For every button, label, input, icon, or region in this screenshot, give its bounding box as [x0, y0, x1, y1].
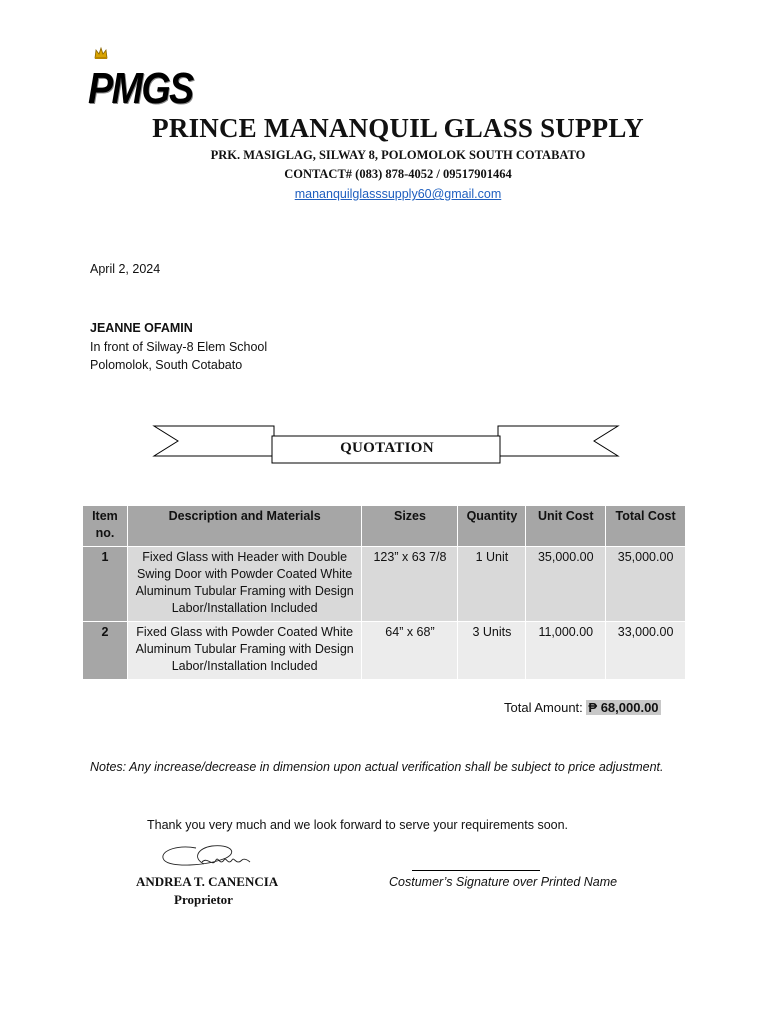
signatory-title: Proprietor — [174, 892, 233, 907]
item-quantity: 3 Units — [458, 621, 526, 679]
total-value: ₱ 68,000.00 — [588, 700, 659, 715]
total-label: Total Amount: — [504, 700, 583, 715]
recipient-name: JEANNE OFAMIN — [90, 321, 193, 335]
letter-date: April 2, 2024 — [90, 262, 161, 276]
item-unit-cost: 35,000.00 — [526, 546, 606, 621]
item-unit-cost: 11,000.00 — [526, 621, 606, 679]
col-header-sizes: Sizes — [362, 506, 458, 547]
company-logo — [88, 46, 193, 120]
col-header-total-cost: Total Cost — [606, 506, 686, 547]
recipient-address-line2: Polomolok, South Cotabato — [90, 358, 243, 372]
quotation-table — [82, 505, 686, 680]
company-email-link[interactable]: mananquilglasssupply60@gmail.com — [294, 187, 502, 201]
logo-text: PMGS — [88, 64, 193, 113]
company-name: PRINCE MANANQUIL GLASS SUPPLY — [152, 113, 644, 143]
col-header-description: Description and Materials — [127, 506, 362, 547]
company-address: PRK. MASIGLAG, SILWAY 8, POLOMOLOK SOUTH COTABATO — [210, 148, 586, 162]
table-header-row — [83, 506, 686, 547]
customer-signature-caption: Costumer’s Signature over Printed Name — [389, 875, 618, 889]
item-description: Fixed Glass with Powder Coated White Aluminum Tubular Framing with Design Labor/Installation Included — [127, 621, 362, 679]
item-size: 64” x 68” — [362, 621, 458, 679]
customer-signature-line — [412, 870, 540, 871]
recipient-block — [90, 319, 267, 375]
item-description: Fixed Glass with Header with Double Swing Door with Powder Coated White Aluminum Tubular Framing with Design Labor/Installation Included — [127, 546, 362, 621]
table-row — [83, 621, 686, 679]
col-header-quantity: Quantity — [458, 506, 526, 547]
item-size: 123” x 63 7/8 — [362, 546, 458, 621]
item-total-cost: 33,000.00 — [606, 621, 686, 679]
item-quantity: 1 Unit — [458, 546, 526, 621]
item-total-cost: 35,000.00 — [606, 546, 686, 621]
item-number: 1 — [83, 546, 128, 621]
signature-scribble — [156, 838, 256, 872]
col-header-item-no: Item no. — [83, 506, 128, 547]
recipient-address-line1: In front of Silway-8 Elem School — [90, 339, 268, 354]
closing-text: Thank you very much and we look forward to serve your requirements soon. — [147, 818, 569, 832]
quotation-title: QUOTATION — [340, 440, 434, 456]
item-number: 2 — [83, 621, 128, 679]
table-row — [83, 546, 686, 621]
signatory-name: ANDREA T. CANENCIA — [136, 874, 279, 889]
total-amount — [504, 700, 661, 715]
notes-text: Notes: Any increase/decrease in dimension upon actual verification shall be subject to price adjustment. — [90, 760, 664, 774]
col-header-unit-cost: Unit Cost — [526, 506, 606, 547]
company-contact: CONTACT# (083) 878-4052 / 09517901464 — [284, 167, 512, 181]
crown-icon — [94, 46, 108, 60]
